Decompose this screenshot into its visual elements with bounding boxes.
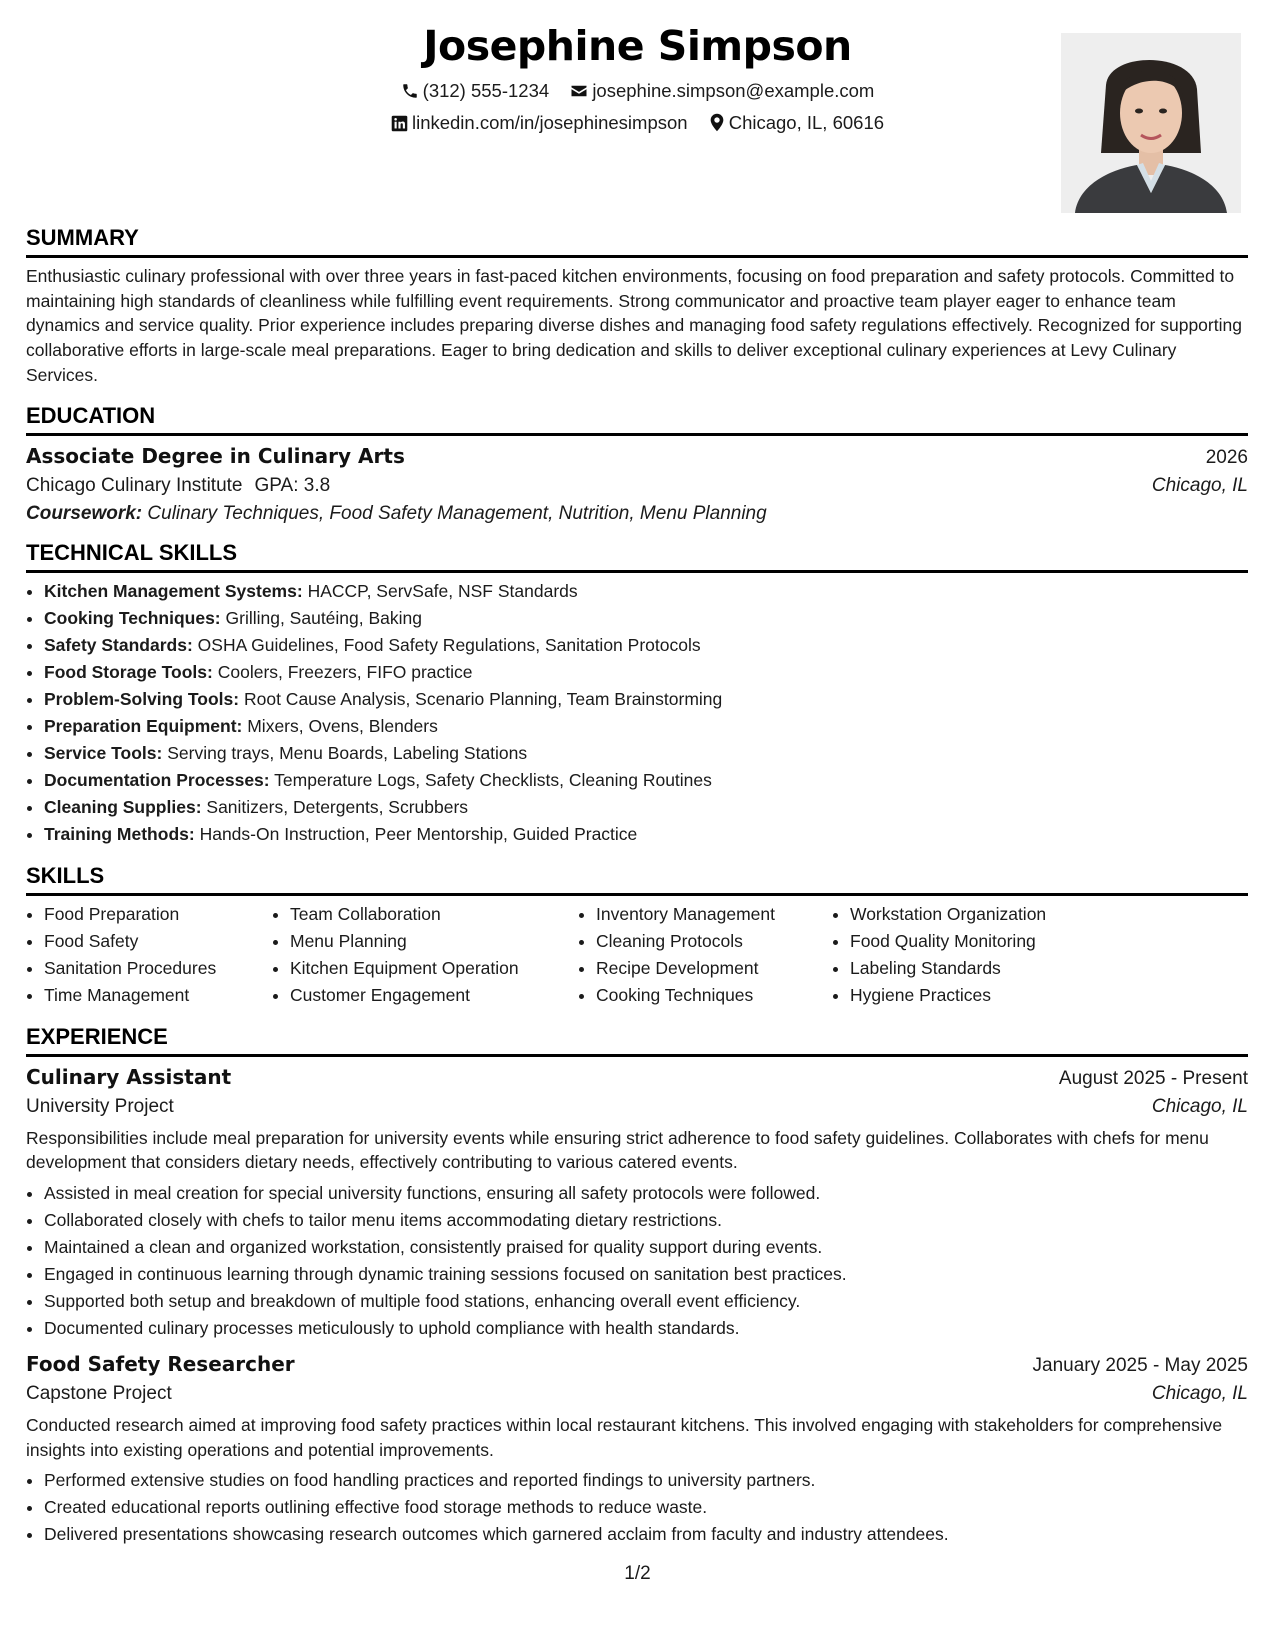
skill-category: Service Tools:: [44, 742, 163, 763]
list-item: • Sanitation Procedures: [44, 955, 272, 982]
linkedin-icon: [391, 115, 408, 132]
skill-category: Cleaning Supplies:: [44, 796, 202, 817]
candidate-name: Josephine Simpson: [423, 22, 852, 70]
summary-text: Enthusiastic culinary professional with over three years in fast-paced kitchen environments, focusing on food preparation and safety protocols. Committed to maintaining high standards of cleanliness while fulfilling event requirements. Strong communicator and proactive team player eager to enhance team dynamics and service quality. Prior experience includes preparing diverse dishes and managing food safety regulations effectively. Recognized for supporting collaborative efforts in large-scale meal preparations. Eager to bring dedication and skills to deliver exceptional culinary experiences at Levy Culinary Services.: [26, 266, 1242, 385]
list-item: [44, 632, 1248, 659]
list-item: [44, 821, 1248, 848]
skill-category: Training Methods:: [44, 823, 195, 844]
job-sub: [26, 1383, 1248, 1405]
job-location: Chicago, IL: [1151, 1382, 1248, 1404]
skill-values: Mixers, Ovens, Blenders: [247, 715, 438, 736]
education-entry-head: [26, 444, 1248, 469]
job-bullets: [26, 1180, 1248, 1342]
skill-values: HACCP, ServSafe, NSF Standards: [307, 580, 578, 601]
education-section: [26, 402, 1248, 525]
skills-column-4: [832, 901, 1150, 1009]
skills-grid: [26, 901, 1248, 1009]
list-item: • Customer Engagement: [290, 982, 578, 1009]
list-item: [44, 740, 1248, 767]
list-item: [44, 605, 1248, 632]
skills-column-1: [26, 901, 272, 1009]
profile-photo: [1061, 33, 1241, 213]
skill-category: Problem-Solving Tools:: [44, 688, 240, 709]
skill-category: Kitchen Management Systems:: [44, 580, 303, 601]
job-entry: [26, 1065, 1248, 1342]
job-organization: University Project: [26, 1095, 174, 1117]
location-item: [709, 112, 884, 134]
location-text: Chicago, IL, 60616: [728, 112, 885, 133]
skill-category: Documentation Processes:: [44, 769, 270, 790]
list-item: • Team Collaboration: [290, 901, 578, 928]
experience-heading: EXPERIENCE: [26, 1023, 1248, 1057]
coursework-label: Coursework:: [26, 502, 143, 524]
skill-values: Hands-On Instruction, Peer Mentorship, Guided Practice: [199, 823, 638, 844]
list-item: [44, 578, 1248, 605]
list-item: • Maintained a clean and organized workstation, consistently praised for quality support during events.: [44, 1234, 1248, 1261]
job-description: Conducted research aimed at improving food safety practices within local restaurant kitchens. This involved engaging with stakeholders for comprehensive insights into existing operations and potential improvements.: [26, 1414, 1223, 1460]
technical-skills-section: [26, 539, 1248, 848]
list-item: • Created educational reports outlining effective food storage methods to reduce waste.: [44, 1494, 1248, 1521]
skill-values: OSHA Guidelines, Food Safety Regulations, Sanitation Protocols: [197, 634, 701, 655]
skill-values: Grilling, Sautéing, Baking: [225, 607, 422, 628]
summary-heading: SUMMARY: [26, 224, 1248, 258]
school-line: [26, 475, 330, 497]
linkedin-item[interactable]: [391, 112, 688, 134]
graduation-year: 2026: [1205, 446, 1248, 468]
portrait-image: [1061, 33, 1241, 213]
envelope-icon: [570, 82, 588, 100]
skills-column-3: [578, 901, 832, 1009]
list-item: • Collaborated closely with chefs to tailor menu items accommodating dietary restrictions.: [44, 1207, 1248, 1234]
list-item: • Workstation Organization: [850, 901, 1150, 928]
list-item: • Recipe Development: [596, 955, 832, 982]
list-item: • Labeling Standards: [850, 955, 1150, 982]
skills-heading: SKILLS: [26, 862, 1248, 896]
list-item: • Cooking Techniques: [596, 982, 832, 1009]
list-item: [44, 659, 1248, 686]
list-item: • Assisted in meal creation for special university functions, ensuring all safety protocols were followed.: [44, 1180, 1248, 1207]
technical-skills-list: [26, 578, 1248, 848]
skill-values: Temperature Logs, Safety Checklists, Cleaning Routines: [274, 769, 712, 790]
school-location: Chicago, IL: [1151, 474, 1248, 496]
degree-title: Associate Degree in Culinary Arts: [26, 443, 405, 468]
technical-skills-heading: TECHNICAL SKILLS: [26, 539, 1248, 573]
linkedin-text: linkedin.com/in/josephinesimpson: [411, 112, 688, 133]
list-item: • Delivered presentations showcasing research outcomes which garnered acclaim from faculty and industry attendees.: [44, 1521, 1248, 1548]
list-item: [44, 713, 1248, 740]
job-bullets: [26, 1467, 1248, 1548]
coursework-line: [26, 503, 1248, 525]
list-item: • Kitchen Equipment Operation: [290, 955, 578, 982]
coursework-list: Culinary Techniques, Food Safety Management, Nutrition, Menu Planning: [147, 502, 767, 524]
email-item[interactable]: [570, 80, 874, 102]
gpa: GPA: 3.8: [254, 474, 331, 496]
job-entry: [26, 1352, 1248, 1548]
phone-text: (312) 555-1234: [422, 80, 550, 101]
skill-values: Serving trays, Menu Boards, Labeling Stations: [167, 742, 528, 763]
education-heading: EDUCATION: [26, 402, 1248, 436]
list-item: • Menu Planning: [290, 928, 578, 955]
job-sub: [26, 1096, 1248, 1118]
job-location: Chicago, IL: [1151, 1095, 1248, 1117]
skills-column-2: [272, 901, 578, 1009]
skill-values: Root Cause Analysis, Scenario Planning, Team Brainstorming: [243, 688, 723, 709]
list-item: [44, 686, 1248, 713]
education-entry-sub: [26, 475, 1248, 497]
job-organization: Capstone Project: [26, 1382, 172, 1404]
skill-values: Sanitizers, Detergents, Scrubbers: [206, 796, 469, 817]
job-description: Responsibilities include meal preparation for university events while ensuring strict adherence to food safety guidelines. Collaborates with chefs for menu development that considers dietary needs, effectively contributing to various catered events.: [26, 1127, 1209, 1173]
skill-category: Preparation Equipment:: [44, 715, 243, 736]
job-head: [26, 1065, 1248, 1090]
list-item: • Performed extensive studies on food handling practices and reported findings to university partners.: [44, 1467, 1248, 1494]
resume-content: [26, 224, 1248, 1562]
list-item: • Hygiene Practices: [850, 982, 1150, 1009]
job-dates: August 2025 - Present: [1058, 1067, 1248, 1089]
summary-section: [26, 224, 1248, 388]
job-dates: January 2025 - May 2025: [1032, 1354, 1248, 1376]
list-item: [44, 794, 1248, 821]
list-item: • Supported both setup and breakdown of multiple food stations, enhancing overall event efficiency.: [44, 1288, 1248, 1315]
list-item: • Documented culinary processes meticulously to uphold compliance with health standards.: [44, 1315, 1248, 1342]
list-item: • Engaged in continuous learning through dynamic training sessions focused on sanitation best practices.: [44, 1261, 1248, 1288]
job-title: Food Safety Researcher: [26, 1351, 295, 1376]
skill-category: Cooking Techniques:: [44, 607, 221, 628]
skills-section: [26, 862, 1248, 1009]
job-title: Culinary Assistant: [26, 1064, 232, 1089]
experience-section: [26, 1023, 1248, 1549]
skill-values: Coolers, Freezers, FIFO practice: [217, 661, 473, 682]
list-item: • Food Safety: [44, 928, 272, 955]
list-item: • Food Quality Monitoring: [850, 928, 1150, 955]
skill-category: Safety Standards:: [44, 634, 193, 655]
map-pin-icon: [709, 113, 725, 132]
job-head: [26, 1352, 1248, 1377]
list-item: [44, 767, 1248, 794]
list-item: • Food Preparation: [44, 901, 272, 928]
school-name: Chicago Culinary Institute: [26, 474, 243, 496]
email-text: josephine.simpson@example.com: [592, 80, 875, 101]
list-item: • Cleaning Protocols: [596, 928, 832, 955]
list-item: • Time Management: [44, 982, 272, 1009]
skill-category: Food Storage Tools:: [44, 661, 213, 682]
list-item: • Inventory Management: [596, 901, 832, 928]
phone-icon: [401, 82, 419, 100]
page-number: 1/2: [624, 1563, 651, 1584]
phone-item: [401, 80, 550, 102]
